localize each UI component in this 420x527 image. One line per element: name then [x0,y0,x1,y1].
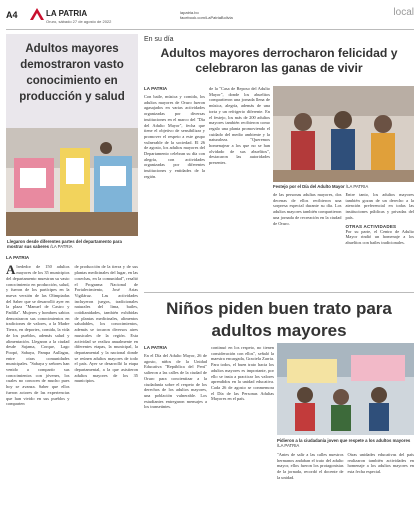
section-label: local [393,7,414,18]
top-right-col2 [346,192,415,246]
bottom-caption-credit: /LA PATRIA [277,443,300,449]
top-photo-caption [273,184,414,189]
left-body-col1 [6,264,70,407]
la-patria-logo-icon [30,8,44,20]
left-body-col2: de producción de la tierra y de sus plantas medicinales del lugar, en las cosechas, en la comunidad", resaltó el Programa Nacional de Fortalecimiento, José Arias Vigiláruz. Las actividades incluyeron juegos, tradicionales naturales del lima, bailes, cotidianidades, también exhibidas de plantas medicinales, alimentos saludables, los conocimientos, además se tocaron diversos aires musicales de la región. Esta actividad se realiza anualmente en diferentes etapas, la municipal, la departamental y la nacional donde se reúnen adultos mayores de todo el país. Ayer se desarrolló la etapa departamental, a la que asistieron adultos mayores de los 35 municipios. [74,264,138,384]
header-divider [6,29,414,30]
bottom-photo-caption [277,438,414,448]
left-col1-text: lrededor de 150 adultos mayores de los 35 municipios del departamento muestran su vasto conocimiento en producción, salud, y fueron de los partícipes en la nueva versión de las Olimpiadas del Saber que se desarrolló ayer en la plaza "Manuel de Castro y Padilla". Mujeres y hombres sabios demostraron sus conocimientos en tradiciones de valores, a la Madre Tierra, en deportes, comida, la vida de los pueblos, además salud y alimentación. Llegaron a la ciudad desde Sajama, Corque, Lago Poopó, Sabaya, Pampa Aullagas, entre otras comunidades municipales. "Sabaya y señores han venido a compartir sus conocimientos con jóvenes, los cuales no conocen de mucho pues hoy se avanza. Saber que ellos fueron actores de las experiencias que han vivido en sus pueblos y comparten [6,264,70,407]
top-story-continued [273,192,414,246]
bottom-caption-text: Pidieron a la ciudadanía joven que respete a los adultos mayores [277,438,411,443]
bottom-body-col2: continuó en los respeto, no tienen consideración con ellos", señaló la maestra encargada, Graciela Zarria. Para todos, el buen trato hacia los adultos mayores es importante, por ello se insta a practicar los valores aprendidos en la unidad educativa. Cada 26 de agosto se conmemora el Día de las Personas Adultas Mayores en el país. [211,345,274,402]
drop-cap: A [6,262,16,278]
left-photo-caption [6,239,138,249]
exhibition-photo-icon [6,128,138,236]
left-story-body [6,264,138,407]
bottom-story-continued [277,452,414,481]
section-divider [144,292,414,293]
top-caption-credit: /LA PATRIA [345,184,369,189]
top-right-col2-text: Entre tanto, los adultos mayores también gozan de un derecho a la atención preferencial en todas las instituciones públicas y privadas del país. [345,192,414,220]
bottom-story-title: Niños piden buen trato para adultos mayores [166,299,392,340]
brand-name: LA PATRIA [46,9,88,18]
bottom-right-col1: "Antes de salir a las calles nuestros hermanos andaban el trato del adulto mayor, ellos fueron los protagonistas de la jornada, recordó el docente de la unidad. [277,452,344,480]
left-story-header [6,34,138,128]
social-links [180,10,233,20]
page-number: A4 [6,10,18,20]
left-story [6,34,138,522]
top-story-body [144,86,270,180]
left-story-title: Adultos mayores demostraron vasto conocimiento en producción y salud [19,43,125,103]
top-body-col2: de la "Casa de Reposo del Adulto Mayor", donde los abuelitos compartieron una jornada llena de música, alegría, además de una torta y un refrigerio diferente. En el festejo, los más de 200 adultos mayores también recibieron como regalo una planta promoviendo el cuidado del medio ambiente y la naturaleza. "Queremos homenajear a los que no se han olvidado de sus abuelitos", destacaron las autoridades presentes. [209,86,270,166]
left-caption-credit: /LA PATRIA [50,244,73,250]
top-byline: LA PATRIA [144,86,168,91]
facebook-link: facebook.com/LaPatriaBolivia [180,15,233,20]
children-march-photo-icon [277,343,414,435]
celebration-photo-icon [273,86,414,182]
other-activities-subhead: OTRAS ACTIVIDADES [345,223,397,229]
top-story-kicker: En su día [144,36,174,43]
website-link: lapatria.bo [180,10,199,15]
left-byline: LA PATRIA [6,255,30,261]
top-story-title: Adultos mayores derrocharon felicidad y celebraron las ganas de vivir [160,46,398,75]
bottom-story-body [144,345,274,410]
bottom-story-photo [277,343,414,435]
top-right-col2b-text: Por su parte, el Centro de Adulto Mayor rindió un homenaje a los abuelitos con bailes tradicionales. [345,228,414,245]
top-caption-text: Festejo por el Día del Adulto Mayor [273,184,345,189]
top-story-photo [273,86,414,182]
dateline: Oruro, sábado 27 de agosto de 2022 [46,19,112,24]
page-header [0,0,420,30]
left-story-photo [6,128,138,236]
top-right-col1: de las personas adultas mayores, dos decenas de ellos recibieron una sorpresa especial durante su día. Los adultos mayores también compartieron una jornada de recreación en la ciudad de Oruro. [273,192,342,226]
top-col1-text: Con baile, música y comida, los adultos mayores de Oruro fueron agasajados en varias actividades organizadas por diversas instituciones en el marco del "Día del Adulto Mayor", fecha que tiene el objetivo de sensibilizar y promover el respeto a este grupo vulnerable de la sociedad. El 26 de agosto, los adultos mayores del Departamento celebran su día con alegría, con actividades organizadas por diferentes instituciones y entidades de la región. [144,94,205,179]
bottom-right-col2: Otras unidades educativas del país realizaron también actividades en homenaje a los adultos mayores en esta fecha especial. [347,452,414,475]
left-caption-text: Llegaron desde diferentes partes del departamento para mostrar sus saberes [7,239,122,250]
bottom-body-col1 [144,345,207,410]
bottom-byline: LA PATRIA [144,345,168,350]
bottom-col1-text: En el Día del Adulto Mayor, 26 de agosto, niños de la Unidad Educativa "República del Perú" salieron a las calles de la ciudad de Oruro para concientizar a la ciudadanía sobre el respeto de los derechos de los adultos mayores, una población vulnerable. Los estudiantes entregaron mensajes a los transeúntes. [144,353,207,410]
top-body-col1 [144,86,205,180]
